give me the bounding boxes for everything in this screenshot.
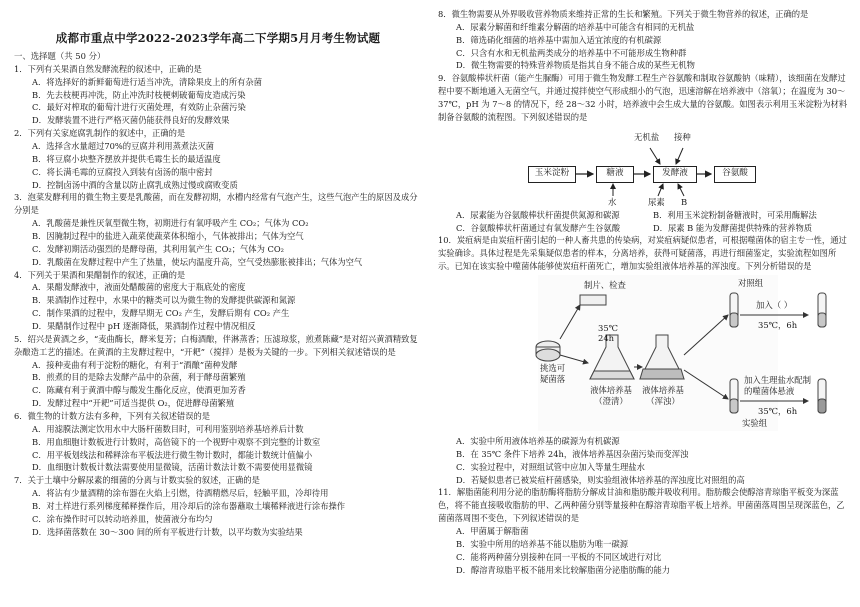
label-water: 水 [608, 196, 617, 207]
label-turbid-medium: 液体培养基（浑浊） [642, 385, 684, 406]
label-add-phage: 加入生理盐水配制的噬菌体悬液 [744, 375, 811, 396]
option: A．尿素能为谷氨酸棒状杆菌提供氮源和碳源 [456, 209, 620, 220]
option: B．筛选硝化细菌的培养基中需加入适宜浓度的有机碳源 [456, 34, 662, 45]
question-5 [14, 333, 422, 410]
option: C．涂布操作时可以转动培养皿，使菌液分布均匀 [32, 513, 213, 524]
box-corn-starch: 玉米淀粉 [528, 166, 576, 183]
option-row [438, 222, 850, 235]
label-control-35c-6h: 35℃，6h [758, 320, 798, 331]
question-stem: 6．微生物的计数方法有多种，下列有关叙述错误的是 [14, 411, 211, 422]
question-stem: 10．炭疽病是由炭疽杆菌引起的一种人畜共患的传染病，对炭疽病疑似患者，可根据噬菌体的宿主专一性，通过实验确诊。具体过程是先采集疑似患者的样本，分离培养，获得可疑菌落，再进行细菌鉴定，实验流程如图所示。已知在该实验中噬菌体能够使炭疽杆菌死亡，增加实验组液体培养基的浑浊度。下列分析错误的是 [438, 235, 847, 272]
label-add-blank: 加入（ ） [756, 300, 793, 311]
left-column [14, 8, 422, 539]
box-fermentation-liquid: 发酵液 [653, 166, 697, 183]
label-exp-35c-6h: 35℃，6h [758, 406, 798, 417]
label-b: B [681, 196, 688, 207]
option: A．尿素分解菌和纤维素分解菌的培养基中可能含有相同的无机盐 [456, 21, 695, 32]
option: B．实验中所用的培养基不能以脂肪为唯一碳源 [456, 538, 629, 549]
option: D．控制卤汤中酒的含量以防止腐乳成熟过慢或腐败变质 [32, 179, 238, 190]
question-stem: 4．下列关于果酒和果醋制作的叙述，正确的是 [14, 269, 186, 280]
option: A．选择含水量超过70%的豆腐并利用蒸煮法灭菌 [32, 140, 215, 151]
option-row [438, 209, 850, 222]
option: C．谷氨酸棒状杆菌通过有氧发酵产生谷氨酸 [456, 222, 620, 233]
option: D．发酵过程中“开耙”可适当提供 O₂，促进酵母菌繁殖 [32, 398, 235, 409]
question-9 [438, 72, 850, 234]
glutamate-flow-diagram [438, 126, 850, 208]
option: D．尿素 B 能为发酵菌提供特殊的营养物质 [653, 222, 813, 233]
option: B．果酒制作过程中，水果中的糖类可以为微生物的发酵提供碳源和氮源 [32, 295, 296, 306]
option: C．只含有水和无机盐两类成分的培养基中不可能形成生物种群 [456, 47, 687, 58]
question-stem: 11．解脂菌能利用分泌的脂肪酶将脂肪分解成甘油和脂肪酸并吸收利用。脂肪酸会使醇溶青琼脂平板变为深蓝色，将不能直接吸收脂肪的甲、乙两种菌分别等量接种在醇溶青琼脂平板上培养。甲菌菌落周围呈现深蓝色，乙菌菌落周围不变色，下列叙述错误的是 [438, 487, 845, 524]
question-3 [14, 191, 422, 268]
option: A．用滤膜法测定饮用水中大肠杆菌数目时，可利用鉴别培养基培养后计数 [32, 423, 304, 434]
question-10 [438, 234, 850, 486]
option: C．最好对榨取的葡萄汁进行灭菌处理，有效防止杂菌污染 [32, 102, 246, 113]
option: D．血细胞计数板计数法需要使用显微镜，活菌计数法计数不需要使用显微镜 [32, 462, 313, 473]
label-control-group: 对照组 [738, 278, 764, 289]
option: D．乳酸菌在发酵过程中产生了热量，使坛内温度升高，空气受热膨胀被排出；气体为空气 [32, 256, 363, 267]
question-11 [438, 486, 850, 576]
label-clear-medium: 液体培养基（澄清） [590, 385, 632, 406]
label-inorganic-salt: 无机盐 [634, 131, 660, 142]
box-sugar-solution: 糖液 [596, 166, 634, 183]
box-glutamate: 谷氨酸 [714, 166, 756, 183]
option: B．因腌制过程中的盐进入蔬菜使蔬菜体积缩小，气体被排出；气体为空气 [32, 231, 304, 241]
option: C．用平板划线法和稀释涂布平板法进行微生物计数时，都能计数统计值偏小 [32, 449, 313, 460]
option: C．发酵初期活动强烈的是酵母菌，其利用氧产生 CO₂；气体为 CO₂ [32, 243, 284, 254]
label-experiment-group: 实验组 [742, 418, 768, 429]
question-stem: 1．下列有关果酒自然发酵流程的叙述中，正确的是 [14, 63, 202, 74]
option: D．微生物需要的特殊营养物质是指其自身不能合成的某些无机物 [456, 60, 695, 71]
question-2 [14, 127, 422, 191]
right-column [438, 8, 850, 576]
question-stem: 7．关于土壤中分解尿素的细菌的分离与计数实验的叙述，正确的是 [14, 475, 260, 486]
label-slide-check: 制片、检查 [584, 280, 626, 291]
option: A．甲菌属于解脂菌 [456, 526, 529, 537]
question-stem: 9．谷氨酸棒状杆菌（能产生脲酶）可用于微生物发酵工程生产谷氨酸和制取谷氨酸钠（味精），该细菌在发酵过程中要不断地通入无菌空气，并通过搅拌使空气形成细小的气泡，迅速溶解在培养液中（溶氧）；在温度为 30～37℃，pH 为 7～8 的情况下，经 28～32 小时，培养液中会生成大量的谷氨酸。如图表示利用玉米淀粉为材料制备谷氨酸的流程图。下列叙述错误的是 [438, 73, 848, 122]
option: A．实验中所用液体培养基的碳源为有机碳源 [456, 436, 620, 447]
option: B．先去枝梗再冲洗，防止冲洗时枝梗刺破葡萄皮造成污染 [32, 89, 246, 100]
option: B．利用玉米淀粉制备糖液时，可采用酶解法 [653, 209, 817, 220]
question-stem: 8．微生物需要从外界吸收营养物质来维持正常的生长和繁殖。下列关于微生物营养的叙述，正确的是 [438, 9, 809, 19]
option: A．将沾有少量酒精的涂布器在火焰上引燃，待酒精燃尽后，轻触平皿，冷却待用 [32, 488, 329, 499]
option: D．选择菌落数在 30～300 间的所有平板进行计数，以平均数为实验结果 [32, 526, 303, 537]
exam-title: 成都市重点中学2022-2023学年高二下学期5月月考生物试题 [55, 31, 381, 45]
option: A．接种麦曲有利于淀粉的糖化，有利于“酒酿”菌种发酵 [32, 359, 238, 370]
question-4 [14, 269, 422, 333]
option: C．陈藏有利于黄酒中醇与酸发生酯化反应，使酒更加芳香 [32, 385, 246, 396]
option: D．若疑似患者已被炭疽杆菌感染，则实验组液体培养基的浑浊度比对照组的高 [456, 474, 745, 485]
option: C．将长满毛霉的豆腐投入到装有卤汤的瓶中密封 [32, 166, 213, 177]
question-7 [14, 474, 422, 538]
option: D．发酵装置不进行严格灭菌仍能获得良好的发酵效果 [32, 115, 230, 126]
option: B．煎煮的目的是除去发酵产品中的杂菌，利于酵母菌繁殖 [32, 372, 246, 383]
option: C．制作果酒的过程中，发酵早期无 CO₂ 产生，发酵后期有 CO₂ 产生 [32, 308, 290, 319]
label-inoculate: 接种 [674, 131, 691, 142]
question-stem: 5．绍兴是黄酒之乡，“麦曲酶长，酵米复芳；白梅酒酿，伴淋蒸香；压滤琼浆，煎煮陈藏”是对绍兴黄酒精致复杂酿造工艺的描述。在黄酒的主发酵过程中，“开耙”（搅拌）是极为关键的一步。下列相关叙述错误的是 [14, 333, 418, 357]
option: C．能将两种菌分别接种在同一平板的不同区域进行对比 [456, 551, 662, 562]
option: B．在 35℃ 条件下培养 24h，液体培养基因杂菌污染而变浑浊 [456, 448, 689, 459]
option: A．将选择好的新鲜葡萄进行适当冲洗，清除果皮上的所有杂菌 [32, 76, 263, 87]
option: B．用血细胞计数板进行计数时，高倍镜下的一个视野中观察不到完整的计数室 [32, 436, 321, 447]
label-urea: 尿素 [648, 196, 665, 207]
question-stem: 3．泡菜发酵利用的微生物主要是乳酸菌，而在发酵初期，水槽内经常有气泡产生，这些气泡产生的原因及成分分别是 [14, 192, 418, 216]
question-1 [14, 63, 422, 127]
section-heading: 一、选择题（共 50 分） [14, 50, 106, 61]
option: D．果醋制作过程中 pH 逐渐降低，果酒制作过程中情况相反 [32, 321, 256, 332]
option: A．果醋发酵液中，液面处醋酸菌的密度大于瓶底处的密度 [32, 282, 246, 293]
anthrax-experiment-diagram [438, 275, 850, 433]
option: A．乳酸菌是兼性厌氧型微生物，初期进行有氧呼吸产生 CO₂；气体为 CO₂ [32, 218, 309, 229]
left-question-list [14, 63, 422, 539]
label-pick-colony: 挑选可疑菌落 [540, 363, 566, 384]
option: B．对土样进行系列梯度稀释操作后，用冷却后的涂布器蘸取土壤稀释液进行涂布操作 [32, 501, 346, 512]
option: B．将豆腐小块整齐摆放并提供毛霉生长的最适温度 [32, 153, 221, 164]
question-8 [438, 8, 850, 72]
question-stem: 2．下列有关家庭腐乳制作的叙述中，正确的是 [14, 128, 186, 139]
question-6 [14, 410, 422, 474]
option: C．实验过程中，对照组试管中应加入等量生理盐水 [456, 461, 645, 472]
option: D．醇溶青琼脂平板不能用来比较解脂菌分泌脂肪酶的能力 [456, 564, 671, 575]
label-incubate-24h: 35℃ 24h [598, 323, 619, 344]
